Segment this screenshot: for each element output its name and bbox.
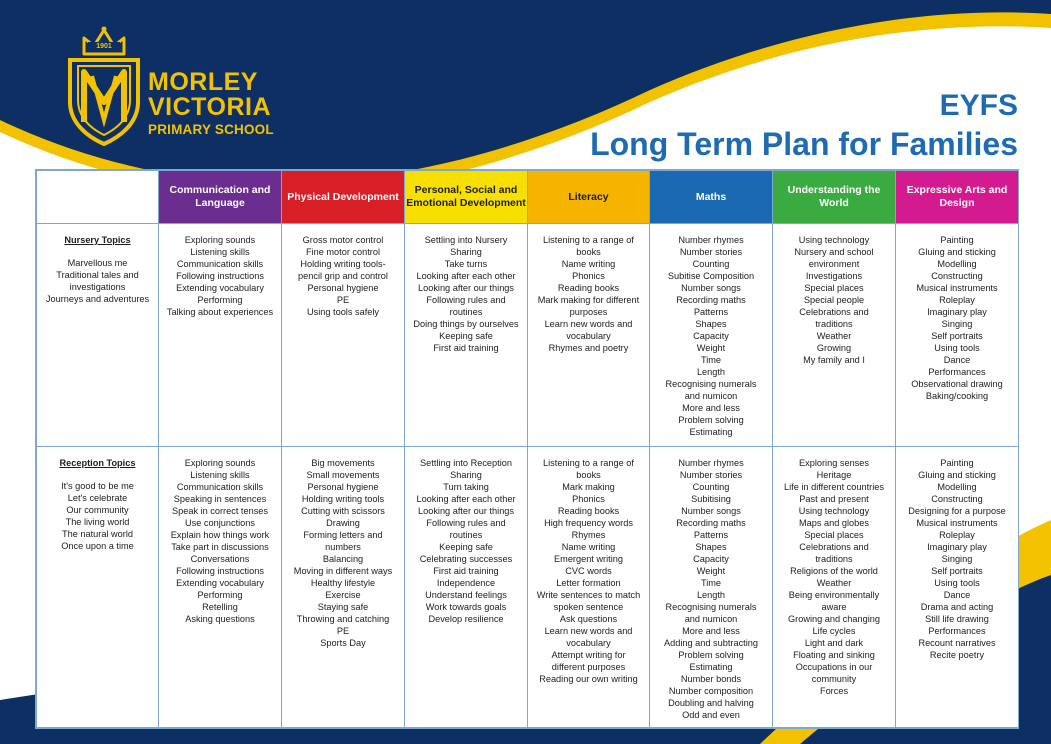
plan-item: Time xyxy=(700,578,722,588)
plan-item: Listening to a range of xyxy=(543,458,634,468)
nursery-world-cell xyxy=(773,224,896,447)
plan-item: Looking after each other xyxy=(416,271,516,281)
plan-item: Exploring sounds xyxy=(184,235,256,245)
plan-item: Problem solving xyxy=(678,650,744,660)
plan-item: Listening to a range of xyxy=(543,235,634,245)
school-crest-logo xyxy=(64,24,144,149)
plan-item: Big movements xyxy=(311,458,375,468)
plan-item: Write sentences to match xyxy=(536,590,641,600)
plan-item: Forming letters and xyxy=(303,530,383,540)
plan-item: different purposes xyxy=(551,662,626,672)
topic-item: The natural world xyxy=(62,529,133,539)
topic-item: The living world xyxy=(65,517,130,527)
plan-item: Sports Day xyxy=(320,638,366,648)
plan-item: Heritage xyxy=(816,470,852,480)
plan-item: Performances xyxy=(928,626,986,636)
plan-item: Emergent writing xyxy=(554,554,623,564)
plan-item: Extending vocabulary xyxy=(176,283,264,293)
plan-item: Conversations xyxy=(190,554,250,564)
plan-item: Personal hygiene xyxy=(307,482,379,492)
plan-item: community xyxy=(811,674,857,684)
reception-maths-cell xyxy=(650,447,773,728)
reception-topics-cell xyxy=(37,447,159,728)
plan-item: Past and present xyxy=(799,494,869,504)
plan-item: Moving in different ways xyxy=(293,566,393,576)
plan-item: Problem solving xyxy=(678,415,744,425)
plan-item: Time xyxy=(700,355,722,365)
plan-item: Communication skills xyxy=(176,259,264,269)
header-literacy: Literacy xyxy=(528,171,650,224)
plan-item: Constructing xyxy=(931,494,983,504)
plan-item: Being environmentally xyxy=(788,590,880,600)
plan-item: Using tools xyxy=(934,578,980,588)
topic-item: Journeys and adventures xyxy=(45,294,150,304)
header-maths: Maths xyxy=(650,171,773,224)
plan-item: PE xyxy=(336,626,350,636)
plan-item: Special people xyxy=(803,295,865,305)
nursery-physical-cell xyxy=(282,224,405,447)
plan-item: Turn taking xyxy=(443,482,489,492)
plan-item: Reading our own writing xyxy=(539,674,638,684)
crest-year: 1901 xyxy=(96,43,112,50)
plan-item: Balancing xyxy=(322,554,364,564)
nursery-topics-cell xyxy=(37,224,159,447)
plan-item: Gluing and sticking xyxy=(918,470,996,480)
plan-item: Weather xyxy=(816,331,852,341)
plan-item: Number rhymes xyxy=(678,235,744,245)
nursery-communication-cell xyxy=(159,224,282,447)
plan-item: Mark making for different xyxy=(537,295,640,305)
plan-item: Number songs xyxy=(681,283,741,293)
plan-item: Mark making xyxy=(562,482,615,492)
plan-item: High frequency words xyxy=(544,518,633,528)
plan-item: Shapes xyxy=(695,319,727,329)
plan-item: books xyxy=(576,470,601,480)
plan-item: Number bonds xyxy=(680,674,742,684)
plan-item: Healthy lifestyle xyxy=(310,578,376,588)
plan-item: Small movements xyxy=(306,470,380,480)
nursery-maths-cell xyxy=(650,224,773,447)
plan-item: Using technology xyxy=(798,506,870,516)
plan-item: Following instructions xyxy=(176,566,264,576)
plan-item: Exploring sounds xyxy=(184,458,256,468)
header-blank-cell xyxy=(37,171,159,224)
plan-item: Weight xyxy=(696,343,726,353)
plan-item: Modelling xyxy=(937,259,977,269)
plan-item: Capacity xyxy=(693,331,729,341)
reception-arts-cell xyxy=(896,447,1019,728)
reception-world-cell xyxy=(773,447,896,728)
plan-item: Exercise xyxy=(325,590,361,600)
plan-item: Baking/cooking xyxy=(925,391,989,401)
plan-item: Independence xyxy=(436,578,496,588)
plan-item: purposes xyxy=(569,307,608,317)
plan-item: vocabulary xyxy=(566,331,611,341)
plan-item: Shapes xyxy=(695,542,727,552)
plan-item: Growing xyxy=(816,343,852,353)
plan-item: Drawing xyxy=(326,518,360,528)
plan-item: Length xyxy=(696,590,726,600)
header-communication-language: Communication and Language xyxy=(159,171,282,224)
header-personal-social-emotional: Personal, Social and Emotional Development xyxy=(405,171,528,224)
plan-item: Floating and sinking xyxy=(793,650,875,660)
plan-item: More and less xyxy=(682,403,740,413)
plan-item: Subitising xyxy=(691,494,731,504)
title-line1: EYFS xyxy=(939,89,1018,122)
plan-item: aware xyxy=(821,602,847,612)
plan-item: Communication skills xyxy=(176,482,264,492)
plan-item: Constructing xyxy=(931,271,983,281)
plan-item: traditions xyxy=(815,319,853,329)
reception-pse-cell xyxy=(405,447,528,728)
reception-physical-cell xyxy=(282,447,405,728)
plan-item: Life cycles xyxy=(812,626,856,636)
plan-item: Learn new words and xyxy=(544,319,633,329)
plan-item: Nursery and school xyxy=(794,247,874,257)
plan-item: Phonics xyxy=(572,271,605,281)
plan-item: Holding writing tools- xyxy=(300,259,386,269)
title-line2: Long Term Plan for Families xyxy=(590,126,1018,162)
plan-item: Staying safe xyxy=(317,602,369,612)
plan-item: spoken sentence xyxy=(553,602,624,612)
plan-item: Number songs xyxy=(681,506,741,516)
plan-item: Recite poetry xyxy=(929,650,985,660)
page-title xyxy=(590,90,1018,164)
plan-item: My family and I xyxy=(803,355,865,365)
plan-item: Name writing xyxy=(561,259,616,269)
plan-item: and numicon xyxy=(684,614,738,624)
header-row xyxy=(37,171,1019,224)
plan-item: Imaginary play xyxy=(927,307,987,317)
plan-item: Explain how things work xyxy=(170,530,270,540)
plan-item: Rhymes xyxy=(571,530,606,540)
plan-item: Weather xyxy=(816,578,852,588)
plan-item: Number stories xyxy=(679,247,743,257)
plan-item: Listening skills xyxy=(190,247,250,257)
plan-item: Sharing xyxy=(450,247,482,257)
plan-item: traditions xyxy=(815,554,853,564)
plan-item: Recording maths xyxy=(676,295,746,305)
plan-item: Attempt writing for xyxy=(551,650,626,660)
plan-item: Take part in discussions xyxy=(171,542,269,552)
plan-item: routines xyxy=(449,530,483,540)
plan-item: Performing xyxy=(197,295,243,305)
plan-item: CVC words xyxy=(565,566,612,576)
plan-item: Using tools xyxy=(934,343,980,353)
plan-item: Gluing and sticking xyxy=(918,247,996,257)
plan-item: Odd and even xyxy=(682,710,740,720)
plan-item: Use conjunctions xyxy=(185,518,255,528)
plan-item: environment xyxy=(808,259,860,269)
plan-item: Estimating xyxy=(689,427,733,437)
plan-item: Weight xyxy=(696,566,726,576)
plan-item: Designing for a purpose xyxy=(908,506,1006,516)
nursery-row xyxy=(37,224,1019,447)
plan-item: Number rhymes xyxy=(678,458,744,468)
plan-item: vocabulary xyxy=(566,638,611,648)
plan-item: Cutting with scissors xyxy=(301,506,385,516)
plan-item: Drama and acting xyxy=(920,602,994,612)
nursery-literacy-cell xyxy=(528,224,650,447)
topic-item: Traditional tales and xyxy=(56,270,139,280)
plan-item: First aid training xyxy=(433,343,499,353)
plan-item: Capacity xyxy=(693,554,729,564)
plan-item: routines xyxy=(449,307,483,317)
plan-item: Singing xyxy=(941,554,973,564)
school-name-line2: VICTORIA xyxy=(148,93,271,121)
plan-item: Performances xyxy=(928,367,986,377)
plan-item: Counting xyxy=(692,259,730,269)
reception-communication-cell xyxy=(159,447,282,728)
plan-item: Recognising numerals xyxy=(665,602,757,612)
plan-item: Looking after our things xyxy=(417,506,515,516)
plan-item: Patterns xyxy=(693,307,729,317)
plan-item: Personal hygiene xyxy=(307,283,379,293)
plan-item: Recording maths xyxy=(676,518,746,528)
plan-item: Following rules and xyxy=(426,518,506,528)
reception-row xyxy=(37,447,1019,728)
plan-item: Occupations in our xyxy=(795,662,873,672)
plan-item: Musical instruments xyxy=(916,518,998,528)
plan-item: Listening skills xyxy=(190,470,250,480)
plan-item: More and less xyxy=(682,626,740,636)
plan-item: Following instructions xyxy=(176,271,264,281)
plan-item: First aid training xyxy=(433,566,499,576)
plan-item: Fine motor control xyxy=(305,247,381,257)
plan-item: Dance xyxy=(943,590,971,600)
plan-item: Retelling xyxy=(202,602,238,612)
plan-item: Religions of the world xyxy=(790,566,878,576)
plan-item: Work towards goals xyxy=(425,602,507,612)
plan-item: Doing things by ourselves xyxy=(413,319,519,329)
topic-item: Our community xyxy=(66,505,129,515)
plan-item: Talking about experiences xyxy=(166,307,274,317)
plan-item: Rhymes and poetry xyxy=(548,343,629,353)
plan-item: Painting xyxy=(940,235,974,245)
plan-item: Ask questions xyxy=(559,614,618,624)
plan-item: Maps and globes xyxy=(799,518,869,528)
plan-item: Number stories xyxy=(679,470,743,480)
plan-item: Growing and changing xyxy=(788,614,880,624)
plan-item: Self portraits xyxy=(931,566,983,576)
plan-item: Throwing and catching xyxy=(296,614,390,624)
school-name-line3: PRIMARY SCHOOL xyxy=(148,122,274,137)
topic-item: investigations xyxy=(69,282,126,292)
plan-item: Holding writing tools xyxy=(301,494,385,504)
plan-item: Patterns xyxy=(693,530,729,540)
header-expressive-arts: Expressive Arts and Design xyxy=(896,171,1019,224)
plan-item: Gross motor control xyxy=(302,235,384,245)
plan-item: Estimating xyxy=(689,662,733,672)
plan-item: Adding and subtracting xyxy=(664,638,758,648)
plan-item: Counting xyxy=(692,482,730,492)
plan-item: Roleplay xyxy=(939,530,975,540)
plan-item: Celebrations and xyxy=(799,542,869,552)
plan-item: Extending vocabulary xyxy=(176,578,264,588)
plan-item: Looking after our things xyxy=(417,283,515,293)
plan-item: Forces xyxy=(819,686,849,696)
plan-item: Musical instruments xyxy=(916,283,998,293)
row-title: Nursery Topics xyxy=(64,235,131,245)
plan-item: Speak in correct tenses xyxy=(171,506,268,516)
plan-item: Painting xyxy=(940,458,974,468)
school-name-line1: MORLEY xyxy=(148,68,258,96)
plan-item: Performing xyxy=(197,590,243,600)
plan-item: Understand feelings xyxy=(425,590,507,600)
plan-item: Doubling and halving xyxy=(668,698,754,708)
plan-item: Using tools safely xyxy=(306,307,379,317)
topic-item: Once upon a time xyxy=(61,541,134,551)
plan-item: PE xyxy=(336,295,350,305)
plan-item: Following rules and xyxy=(426,295,506,305)
plan-item: Dance xyxy=(943,355,971,365)
plan-item: Recount narratives xyxy=(918,638,996,648)
plan-item: Looking after each other xyxy=(416,494,516,504)
topic-item: Let's celebrate xyxy=(67,493,128,503)
plan-item: Sharing xyxy=(450,470,482,480)
nursery-pse-cell xyxy=(405,224,528,447)
plan-item: Special places xyxy=(804,283,864,293)
plan-item: Length xyxy=(696,367,726,377)
plan-item: Investigations xyxy=(805,271,863,281)
plan-item: books xyxy=(576,247,601,257)
plan-item: Life in different countries xyxy=(784,482,884,492)
plan-item: Asking questions xyxy=(185,614,255,624)
plan-item: Self portraits xyxy=(931,331,983,341)
plan-item: Name writing xyxy=(561,542,616,552)
topic-item: Marvellous me xyxy=(67,258,128,268)
school-name xyxy=(148,70,274,137)
plan-item: Exploring senses xyxy=(799,458,869,468)
plan-item: Observational drawing xyxy=(911,379,1003,389)
topic-item: It's good to be me xyxy=(61,481,134,491)
plan-item: Take turns xyxy=(444,259,488,269)
plan-item: Keeping safe xyxy=(439,331,493,341)
plan-item: Develop resilience xyxy=(428,614,504,624)
plan-item: Phonics xyxy=(572,494,605,504)
row-title: Reception Topics xyxy=(59,458,136,468)
plan-item: Number composition xyxy=(668,686,754,696)
plan-item: numbers xyxy=(325,542,361,552)
plan-item: pencil grip and control xyxy=(298,271,388,281)
plan-item: Learn new words and xyxy=(544,626,633,636)
reception-literacy-cell xyxy=(528,447,650,728)
nursery-arts-cell xyxy=(896,224,1019,447)
plan-item: Modelling xyxy=(937,482,977,492)
plan-item: Speaking in sentences xyxy=(173,494,267,504)
plan-item: Settling into Reception xyxy=(420,458,512,468)
plan-item: Singing xyxy=(941,319,973,329)
plan-item: Subitise Composition xyxy=(667,271,755,281)
header-physical-development: Physical Development xyxy=(282,171,405,224)
plan-item: Light and dark xyxy=(804,638,864,648)
header-understanding-world: Understanding the World xyxy=(773,171,896,224)
plan-item: Letter formation xyxy=(556,578,621,588)
plan-item: Reading books xyxy=(557,283,620,293)
plan-item: and numicon xyxy=(684,391,738,401)
plan-item: Settling into Nursery xyxy=(424,235,508,245)
plan-item: Recognising numerals xyxy=(665,379,757,389)
plan-item: Celebrating successes xyxy=(419,554,513,564)
plan-item: Still life drawing xyxy=(925,614,989,624)
plan-item: Special places xyxy=(804,530,864,540)
plan-item: Imaginary play xyxy=(927,542,987,552)
plan-item: Keeping safe xyxy=(439,542,493,552)
plan-item: Roleplay xyxy=(939,295,975,305)
plan-item: Using technology xyxy=(798,235,870,245)
long-term-plan-table xyxy=(35,169,1019,729)
plan-item: Celebrations and xyxy=(799,307,869,317)
plan-item: Reading books xyxy=(557,506,620,516)
